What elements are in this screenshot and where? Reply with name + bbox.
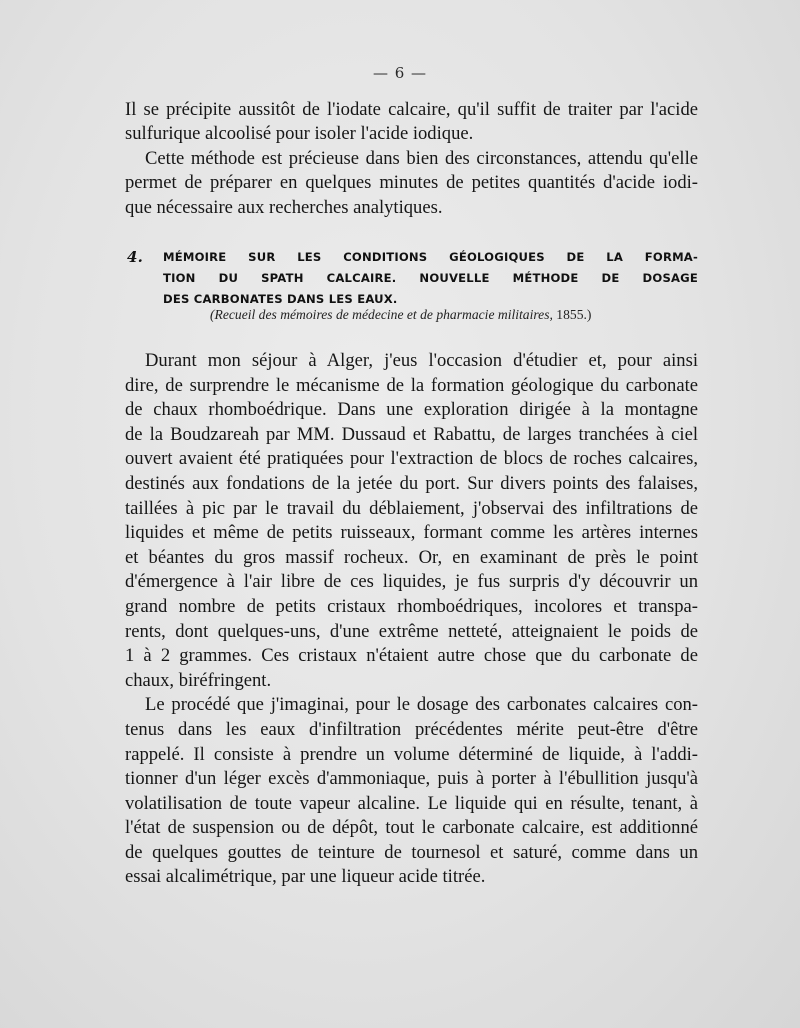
heading-line: DES CARBONATES DANS LES EAUX.	[163, 292, 398, 306]
body-paragraphs	[125, 349, 698, 890]
text-line: l'état de suspension ou de dépôt, tout le carbonate calcaire, est additionné	[125, 817, 698, 839]
text-line: Le procédé que j'imaginai, pour le dosage des carbonates calcaires con-	[145, 694, 698, 716]
text-line: Durant mon séjour à Alger, j'eus l'occasion d'étudier et, pour ainsi	[145, 350, 698, 371]
text-line: Cette méthode est précieuse dans bien des circonstances, attendu qu'elle	[145, 147, 698, 169]
text-line: rappelé. Il consiste à prendre un volume déterminé de liquide, à l'addi-	[125, 743, 698, 765]
text-line: de chaux rhomboédrique. Dans une exploration dirigée à la montagne	[125, 399, 698, 421]
text-line: que nécessaire aux recherches analytiques.	[125, 196, 443, 218]
text-line: de quelques gouttes de teinture de tournesol et saturé, comme dans un	[125, 841, 698, 863]
text-line: Il se précipite aussitôt de l'iodate calcaire, qu'il suffit de traiter par l'acide	[125, 99, 698, 120]
text-line: dire, de surprendre le mécanisme de la formation géologique du carbonate	[125, 374, 698, 396]
citation-text: (Recueil des mémoires de médecine et de pharmacie militaires,	[210, 307, 553, 322]
text-line: sulfurique alcoolisé pour isoler l'acide iodique.	[125, 123, 474, 145]
heading-line: TION DU SPATH CALCAIRE. NOUVELLE MÉTHODE DE DOSAGE	[163, 271, 698, 285]
intro-paragraphs	[125, 98, 698, 220]
text-line: ouvert avaient été pratiquées pour l'extraction de blocs de roches calcaires,	[125, 448, 698, 470]
page-number: — 6 —	[372, 64, 428, 82]
section-number: 4.	[127, 248, 144, 266]
text-line: 1 à 2 grammes. Ces cristaux n'étaient autre chose que du carbonate de	[125, 645, 698, 667]
text-line: tionner d'un léger excès d'ammoniaque, puis à porter à l'ébullition jusqu'à	[125, 768, 698, 790]
heading-line: MÉMOIRE SUR LES CONDITIONS GÉOLOGIQUES DE LA FORMA-	[163, 250, 698, 264]
text-line: et béantes du gros massif rocheux. Or, en examinant de près le point	[125, 546, 698, 568]
text-line: permet de préparer en quelques minutes de petites quantités d'acide iodi-	[125, 172, 698, 194]
text-line: volatilisation de toute vapeur alcaline. Le liquide qui en résulte, tenant, à	[125, 792, 698, 814]
citation-year: 1855.)	[556, 307, 592, 322]
text-line: grand nombre de petits cristaux rhomboédriques, incolores et transpa-	[125, 595, 698, 617]
source-citation	[210, 307, 630, 323]
text-line: essai alcalimétrique, par une liqueur acide titrée.	[125, 866, 486, 888]
section-heading	[125, 247, 698, 310]
text-line: de la Boudzareah par MM. Dussaud et Rabattu, de larges tranchées à ciel	[125, 423, 698, 445]
text-line: taillées à pic par le travail du déblaiement, j'observai des infiltrations de	[125, 497, 698, 519]
text-line: tenus dans les eaux d'infiltration précédentes mérite peut-être d'être	[125, 718, 698, 740]
text-line: rents, dont quelques-uns, d'une extrême netteté, atteignaient le poids de	[125, 620, 698, 642]
text-line: d'émergence à l'air libre de ces liquides, je fus surpris d'y découvrir un	[125, 571, 698, 593]
text-line: destinés aux fondations de la jetée du port. Sur divers points des falaises,	[125, 472, 698, 494]
text-line: liquides et même de petits ruisseaux, formant comme les artères internes	[125, 522, 698, 544]
text-line: chaux, biréfringent.	[125, 669, 272, 691]
